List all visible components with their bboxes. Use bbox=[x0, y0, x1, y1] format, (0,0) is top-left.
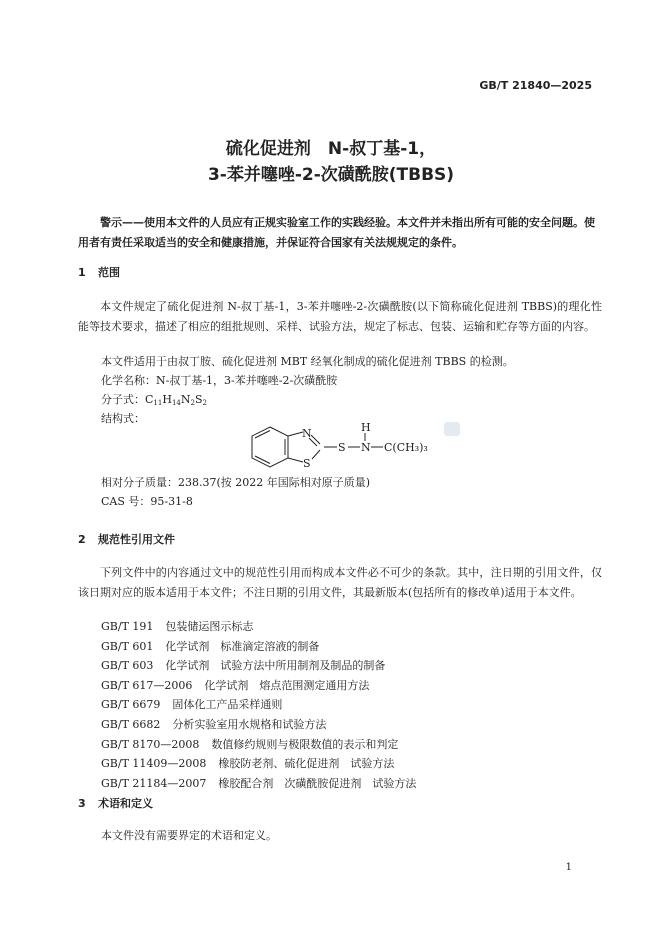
reference-code: GB/T 603 bbox=[101, 659, 154, 673]
reference-title: 化学试剂 标准滴定溶液的制备 bbox=[165, 639, 320, 653]
reference-title: 橡胶配合剂 次磺酰胺促进剂 试验方法 bbox=[218, 776, 417, 790]
reference-title: 固体化工产品采样通则 bbox=[172, 698, 283, 712]
terms-paragraph: 本文件没有需要界定的术语和定义。 bbox=[101, 829, 277, 842]
section-1-heading bbox=[78, 264, 120, 280]
reference-item bbox=[101, 618, 253, 634]
reference-item bbox=[101, 696, 282, 712]
reference-title: 橡胶防老剂、硫化促进剂 试验方法 bbox=[218, 757, 395, 771]
reference-code: GB/T 8170—2008 bbox=[101, 737, 200, 751]
watermark-logo bbox=[444, 422, 460, 436]
section-title: 范围 bbox=[98, 266, 120, 279]
section-3-heading bbox=[78, 795, 153, 811]
reference-code: GB/T 6679 bbox=[101, 698, 161, 712]
ring-sulfur-label: S bbox=[303, 457, 311, 470]
section-title: 规范性引用文件 bbox=[98, 533, 175, 546]
reference-code: GB/T 601 bbox=[101, 639, 154, 653]
reference-item bbox=[101, 677, 369, 693]
formula-c: C bbox=[145, 393, 154, 406]
section-title: 术语和定义 bbox=[98, 797, 153, 810]
formula-n: N bbox=[180, 393, 191, 406]
ring-nitrogen-label: N bbox=[302, 427, 312, 440]
reference-code: GB/T 617—2006 bbox=[101, 678, 193, 692]
section-number: 2 bbox=[78, 533, 86, 546]
reference-item bbox=[101, 755, 394, 771]
formula-s-count: 2 bbox=[202, 399, 207, 407]
section-2-heading bbox=[78, 531, 175, 547]
formula-n-count: 2 bbox=[190, 399, 195, 407]
formula-label: 分子式： bbox=[101, 393, 145, 406]
reference-item bbox=[101, 638, 319, 654]
reference-item bbox=[101, 716, 326, 732]
warning-paragraph: 警示——使用本文件的人员应有正规实验室工作的实践经验。本文件并未指出所有可能的安全问题。使用者有责任采取适当的安全和健康措施，并保证符合国家有关法规规定的条件。 bbox=[78, 216, 595, 249]
formula-c-count: 11 bbox=[153, 399, 163, 407]
reference-code: GB/T 6682 bbox=[101, 718, 161, 731]
formula-s: S bbox=[194, 393, 203, 406]
structure-label: 结构式： bbox=[101, 412, 145, 425]
structural-formula-diagram bbox=[240, 418, 460, 480]
linker-sulfur-label: S bbox=[338, 441, 346, 454]
amine-nitrogen-label: N bbox=[361, 441, 371, 454]
tert-butyl-label: C(CH₃)₃ bbox=[384, 441, 428, 454]
reference-title: 分析实验室用水规格和试验方法 bbox=[172, 718, 327, 731]
reference-code: GB/T 11409—2008 bbox=[101, 757, 207, 771]
title-line-2: 3-苯并噻唑-2-次磺酰胺(TBBS) bbox=[207, 165, 455, 185]
molecular-weight: 相对分子质量：238.37(按 2022 年国际相对原子质量) bbox=[101, 476, 371, 489]
standard-code: GB/T 21840—2025 bbox=[479, 79, 592, 92]
reference-item bbox=[101, 657, 385, 673]
amine-hydrogen-label: H bbox=[361, 421, 371, 434]
reference-item bbox=[101, 736, 398, 752]
normative-references-intro: 下列文件中的内容通过文中的规范性引用而构成本文件必不可少的条款。其中，注日期的引用文件，仅该日期对应的版本适用于本文件；不注日期的引用文件，其最新版本(包括所有的修改单)适用于本文件。 bbox=[78, 566, 602, 599]
reference-code: GB/T 21184—2007 bbox=[101, 776, 207, 790]
page-number: 1 bbox=[565, 862, 572, 873]
scope-paragraph-1: 本文件规定了硫化促进剂 N-叔丁基-1，3-苯并噻唑-2-次磺酰胺(以下简称硫化促进剂 TBBS)的理化性能等技术要求，描述了相应的组批规则、采样、试验方法，规定了标志、包装、运输和贮存等方面的内容。 bbox=[78, 300, 602, 333]
formula-h: H bbox=[162, 393, 172, 406]
formula-h-count: 14 bbox=[171, 399, 181, 407]
reference-title: 化学试剂 试验方法中所用制剂及制品的制备 bbox=[165, 659, 386, 673]
title-line-1: 硫化促进剂 N-叔丁基-1， bbox=[225, 139, 437, 159]
reference-item bbox=[101, 775, 416, 791]
section-number: 1 bbox=[78, 266, 86, 279]
section-number: 3 bbox=[78, 797, 86, 810]
cas-number: CAS 号：95-31-8 bbox=[101, 495, 193, 508]
reference-title: 数值修约规则与极限数值的表示和判定 bbox=[211, 737, 399, 751]
reference-code: GB/T 191 bbox=[101, 620, 154, 633]
scope-paragraph-2: 本文件适用于由叔丁胺、硫化促进剂 MBT 经氧化制成的硫化促进剂 TBBS 的检测。 bbox=[101, 355, 514, 368]
reference-title: 化学试剂 熔点范围测定通用方法 bbox=[204, 678, 370, 692]
reference-title: 包装储运图示标志 bbox=[165, 620, 254, 633]
chemical-name: 化学名称：N-叔丁基-1，3-苯并噻唑-2-次磺酰胺 bbox=[101, 374, 338, 387]
